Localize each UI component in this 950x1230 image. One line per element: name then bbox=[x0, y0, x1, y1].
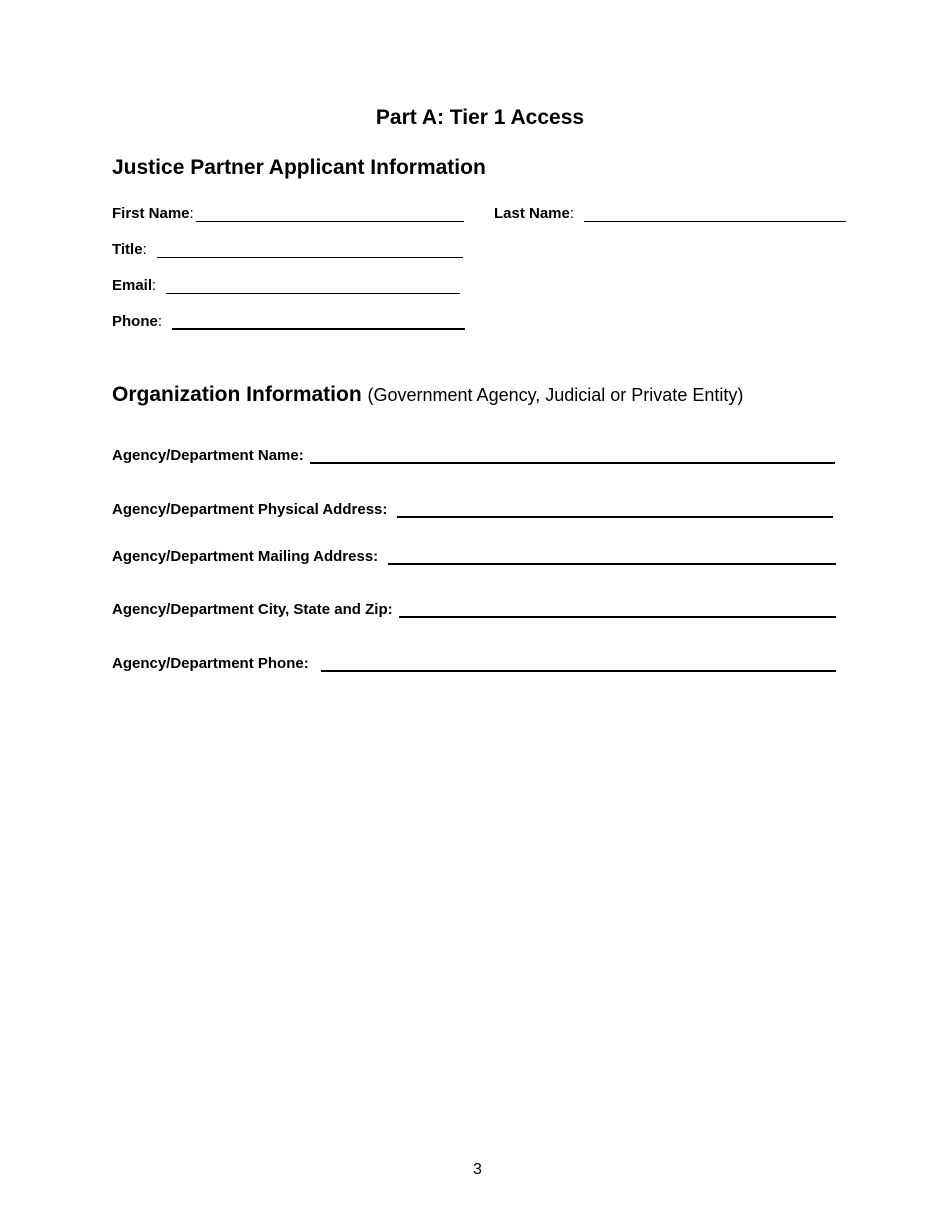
email-line[interactable] bbox=[166, 293, 460, 294]
applicant-section-title: Justice Partner Applicant Information bbox=[112, 156, 486, 179]
last-name-label: Last Name bbox=[494, 205, 570, 222]
agency-mailing-address-field[interactable] bbox=[112, 546, 836, 566]
agency-physical-address-field[interactable] bbox=[112, 499, 833, 519]
agency-mailing-address-line[interactable] bbox=[388, 563, 836, 565]
phone-line[interactable] bbox=[172, 328, 465, 330]
first-name-colon: : bbox=[189, 205, 194, 222]
agency-name-field[interactable] bbox=[112, 445, 835, 465]
title-colon: : bbox=[142, 241, 147, 258]
agency-physical-address-label: Agency/Department Physical Address: bbox=[112, 501, 388, 518]
email-label: Email bbox=[112, 277, 153, 294]
title-line[interactable] bbox=[157, 257, 463, 258]
phone-label: Phone bbox=[112, 313, 158, 330]
agency-phone-label: Agency/Department Phone: bbox=[112, 655, 309, 672]
agency-city-state-zip-label: Agency/Department City, State and Zip: bbox=[112, 601, 393, 618]
agency-phone-field[interactable] bbox=[112, 653, 836, 673]
agency-phone-line[interactable] bbox=[321, 670, 836, 672]
title-label: Title bbox=[112, 241, 143, 258]
agency-city-state-zip-field[interactable] bbox=[112, 599, 836, 619]
part-title: Part A: Tier 1 Access bbox=[375, 106, 585, 129]
first-name-line[interactable] bbox=[196, 221, 464, 222]
agency-city-state-zip-line[interactable] bbox=[399, 616, 836, 618]
phone-field[interactable] bbox=[112, 311, 465, 331]
first-name-field[interactable] bbox=[112, 203, 464, 223]
agency-name-label: Agency/Department Name: bbox=[112, 447, 304, 464]
first-name-label: First Name bbox=[112, 205, 190, 222]
last-name-line[interactable] bbox=[584, 221, 846, 222]
email-field[interactable] bbox=[112, 275, 460, 295]
last-name-colon: : bbox=[569, 205, 575, 222]
organization-subtitle: (Government Agency, Judicial or Private Entity) bbox=[367, 385, 744, 405]
phone-colon: : bbox=[157, 313, 163, 330]
email-colon: : bbox=[152, 277, 157, 294]
title-field[interactable] bbox=[112, 239, 463, 259]
agency-physical-address-line[interactable] bbox=[397, 516, 833, 518]
organization-title-text: Organization Information bbox=[112, 383, 362, 406]
last-name-field[interactable] bbox=[494, 203, 846, 223]
organization-section-title bbox=[112, 381, 743, 409]
page-number: 3 bbox=[473, 1161, 482, 1178]
agency-mailing-address-label: Agency/Department Mailing Address: bbox=[112, 548, 379, 565]
agency-name-line[interactable] bbox=[310, 462, 835, 464]
